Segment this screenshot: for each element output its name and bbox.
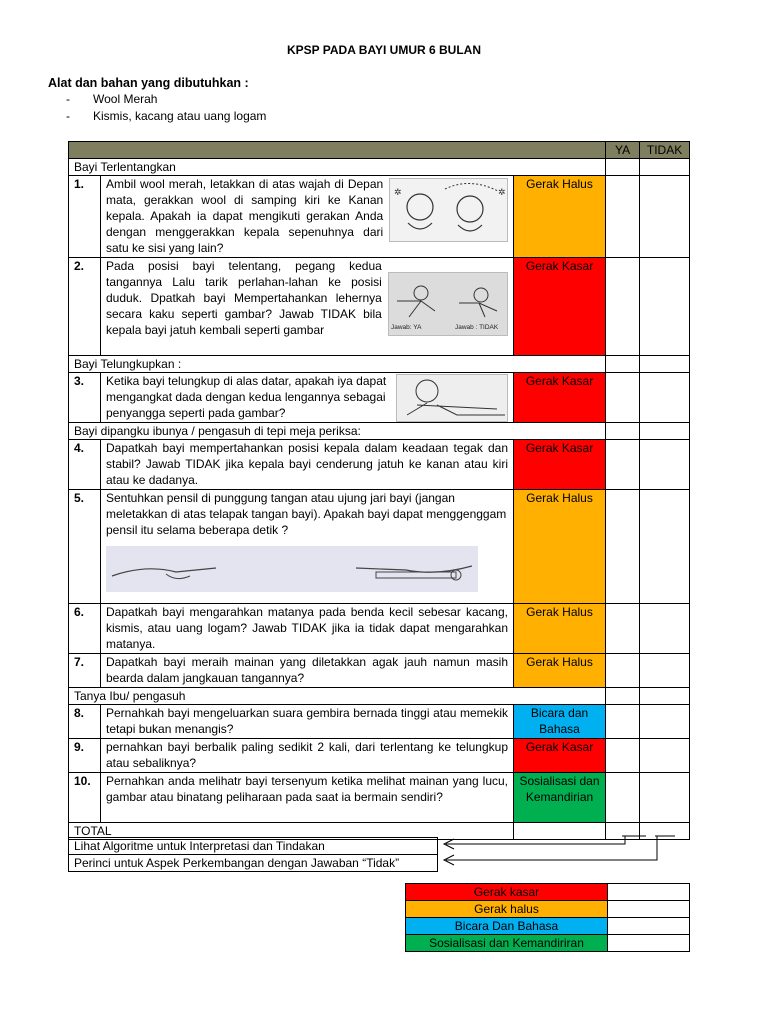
ya-cell[interactable]: [606, 604, 640, 654]
kpsp-table: [68, 141, 690, 840]
section-row: [69, 688, 690, 705]
table-row: [69, 739, 690, 773]
table-row: [69, 258, 690, 356]
row-number: 4.: [69, 440, 101, 490]
legend-label: Gerak halus: [406, 901, 608, 918]
tidak-cell[interactable]: [640, 423, 690, 440]
tools-list: [66, 92, 266, 126]
pencil-grasp-illustration: [106, 546, 478, 592]
tools-item: - Wool Merah: [66, 92, 158, 106]
baby-head-tracking-illustration: [389, 178, 508, 242]
baby-prone-illustration: [396, 374, 508, 422]
row-text: Pada posisi bayi telentang, pegang kedua tangannya Lalu tarik perlahan-lahan ke posisi duduk. Dpatkah bayi Mempertahankan lehernya secara kaku seperti gambar? Jawab TIDAK bila kepala bayi jatuh kembali seperti gambar: [106, 259, 382, 337]
table-row: [69, 604, 690, 654]
section-telungkup: Bayi Telungkupkan :: [69, 356, 606, 373]
page-title: KPSP PADA BAYI UMUR 6 BULAN: [286, 43, 482, 57]
legend-label: Gerak kasar: [406, 884, 608, 901]
row-number: 5.: [69, 490, 101, 604]
legend-value[interactable]: [608, 935, 690, 952]
row-text: Ambil wool merah, letakkan di atas wajah di Depan mata, gerakkan wool di samping kiri ke Kanan kepala. Apakah ia dapat mengikuti gerakan Anda dengan menggerakkan kepala sepenuhnya dari satu ke sisi yang lain?: [106, 177, 384, 255]
footer-note-algoritme: Lihat Algoritme untuk Interpretasi dan Tindakan: [68, 837, 438, 855]
ya-cell[interactable]: [606, 654, 640, 688]
footer-note-perinci: Perinci untuk Aspek Perkembangan dengan Jawaban “Tidak”: [68, 854, 438, 872]
section-terlentang: Bayi Terlentangkan: [69, 159, 606, 176]
ya-cell[interactable]: [606, 739, 640, 773]
tidak-cell[interactable]: [640, 688, 690, 705]
col-tidak-header: TIDAK: [640, 142, 690, 159]
section-dipangku: Bayi dipangku ibunya / pengasuh di tepi meja periksa:: [69, 423, 606, 440]
table-row: [69, 705, 690, 739]
section-tanya: Tanya Ibu/ pengasuh: [69, 688, 606, 705]
total-tidak[interactable]: [640, 823, 690, 840]
table-row: [69, 490, 690, 604]
table-row: [69, 773, 690, 823]
img-caption-ya: Jawab: YA: [390, 324, 422, 331]
tidak-cell[interactable]: [640, 159, 690, 176]
ya-cell[interactable]: [606, 705, 640, 739]
tidak-cell[interactable]: [640, 440, 690, 490]
ya-cell[interactable]: [606, 258, 640, 356]
ya-cell[interactable]: [606, 159, 640, 176]
tidak-cell[interactable]: [640, 176, 690, 258]
row-number: 9.: [69, 739, 101, 773]
category-sosialisasi: Sosialisasi dan Kemandirian: [514, 773, 606, 823]
row-text: Dapatkah bayi mengarahkan matanya pada benda kecil sebesar kacang, kismis, atau uang logam? Jawab TIDAK jika ia tidak dapat mengarahkan matanya.: [101, 604, 514, 654]
total-blank: [514, 823, 606, 840]
tools-item: - Kismis, kacang atau uang logam: [66, 109, 267, 123]
table-row: [69, 176, 690, 258]
tidak-cell[interactable]: [640, 604, 690, 654]
ya-cell[interactable]: [606, 176, 640, 258]
tidak-cell[interactable]: [640, 773, 690, 823]
svg-text:✲: ✲: [394, 187, 402, 197]
tools-heading: Alat dan bahan yang dibutuhkan :: [48, 76, 249, 90]
category-bicara-bahasa: Bicara dan Bahasa: [514, 705, 606, 739]
col-ya-header: YA: [606, 142, 640, 159]
row-number: 10.: [69, 773, 101, 823]
row-number: 1.: [69, 176, 101, 258]
row-text: Pernahkah bayi mengeluarkan suara gembira bernada tinggi atau memekik tetapi bukan menangis?: [101, 705, 514, 739]
tidak-cell[interactable]: [640, 373, 690, 423]
ya-cell[interactable]: [606, 688, 640, 705]
legend-row: [406, 918, 690, 935]
row-number: 6.: [69, 604, 101, 654]
row-text: Pernahkan anda melihatr bayi tersenyum ketika melihat mainan yang lucu, gambar atau binatang peliharaan pada saat ia bermain sendiri?: [101, 773, 514, 823]
category-gerak-halus: Gerak Halus: [514, 654, 606, 688]
tools-item-label: Kismis, kacang atau uang logam: [93, 109, 267, 123]
header-blank: [69, 142, 606, 159]
legend-row: [406, 884, 690, 901]
legend-value[interactable]: [608, 901, 690, 918]
ya-cell[interactable]: [606, 373, 640, 423]
ya-cell[interactable]: [606, 773, 640, 823]
legend-value[interactable]: [608, 918, 690, 935]
section-row: [69, 159, 690, 176]
row-text: Sentuhkan pensil di punggung tangan atau ujung jari bayi (jangan meletakkan di atas telapak tangan bayi). Apakah bayi dapat menggenggam pensil itu selama beberapa detik ?: [106, 491, 507, 537]
tidak-cell[interactable]: [640, 739, 690, 773]
ya-cell[interactable]: [606, 490, 640, 604]
table-row: [69, 654, 690, 688]
row-content: [101, 373, 514, 423]
category-gerak-kasar: Gerak Kasar: [514, 258, 606, 356]
category-gerak-halus: Gerak Halus: [514, 176, 606, 258]
ya-cell[interactable]: [606, 356, 640, 373]
category-gerak-halus: Gerak Halus: [514, 490, 606, 604]
category-gerak-kasar: Gerak Kasar: [514, 373, 606, 423]
legend-label: Sosialisasi dan Kemandiriran: [406, 935, 608, 952]
category-gerak-kasar: Gerak Kasar: [514, 739, 606, 773]
category-gerak-kasar: Gerak Kasar: [514, 440, 606, 490]
legend-row: [406, 901, 690, 918]
legend-table: [405, 883, 690, 952]
tidak-cell[interactable]: [640, 490, 690, 604]
total-ya[interactable]: [606, 823, 640, 840]
section-row: [69, 356, 690, 373]
total-label: TOTAL: [69, 823, 514, 840]
tidak-cell[interactable]: [640, 356, 690, 373]
legend-row: [406, 935, 690, 952]
row-number: 3.: [69, 373, 101, 423]
row-text: Dapatkah bayi mempertahankan posisi kepala dalam keadaan tegak dan stabil? Jawab TIDAK jika kepala bayi cenderung jatuh ke kanan atau kiri atau ke dadanya.: [101, 440, 514, 490]
table-header-row: [69, 142, 690, 159]
tidak-cell[interactable]: [640, 258, 690, 356]
ya-cell[interactable]: [606, 440, 640, 490]
table-row: [69, 373, 690, 423]
row-text: Ketika bayi telungkup di alas datar, apakah iya dapat mengangkat dada dengan kedua lengannya sebagai penyangga seperti pada gambar?: [106, 374, 387, 420]
row-number: 2.: [69, 258, 101, 356]
ya-cell[interactable]: [606, 423, 640, 440]
row-text: Dapatkah bayi meraih mainan yang diletakkan agak jauh namun masih bearda dalam jangkauan tangannya?: [101, 654, 514, 688]
category-gerak-halus: Gerak Halus: [514, 604, 606, 654]
table-row: [69, 440, 690, 490]
row-number: 7.: [69, 654, 101, 688]
row-number: 8.: [69, 705, 101, 739]
legend-label: Bicara Dan Bahasa: [406, 918, 608, 935]
img-caption-tidak: Jawab : TIDAK: [454, 324, 499, 331]
legend-value[interactable]: [608, 884, 690, 901]
tidak-cell[interactable]: [640, 654, 690, 688]
row-text: pernahkan bayi berbalik paling sedikit 2 kali, dari terlentang ke telungkup atau sebaliknya?: [101, 739, 514, 773]
tidak-cell[interactable]: [640, 705, 690, 739]
row-content: [101, 490, 514, 604]
baby-pull-to-sit-illustration: [388, 272, 508, 336]
section-row: [69, 423, 690, 440]
svg-text:✲: ✲: [498, 187, 506, 197]
tools-item-label: Wool Merah: [93, 92, 158, 106]
row-content: [101, 176, 514, 258]
row-content: [101, 258, 514, 356]
